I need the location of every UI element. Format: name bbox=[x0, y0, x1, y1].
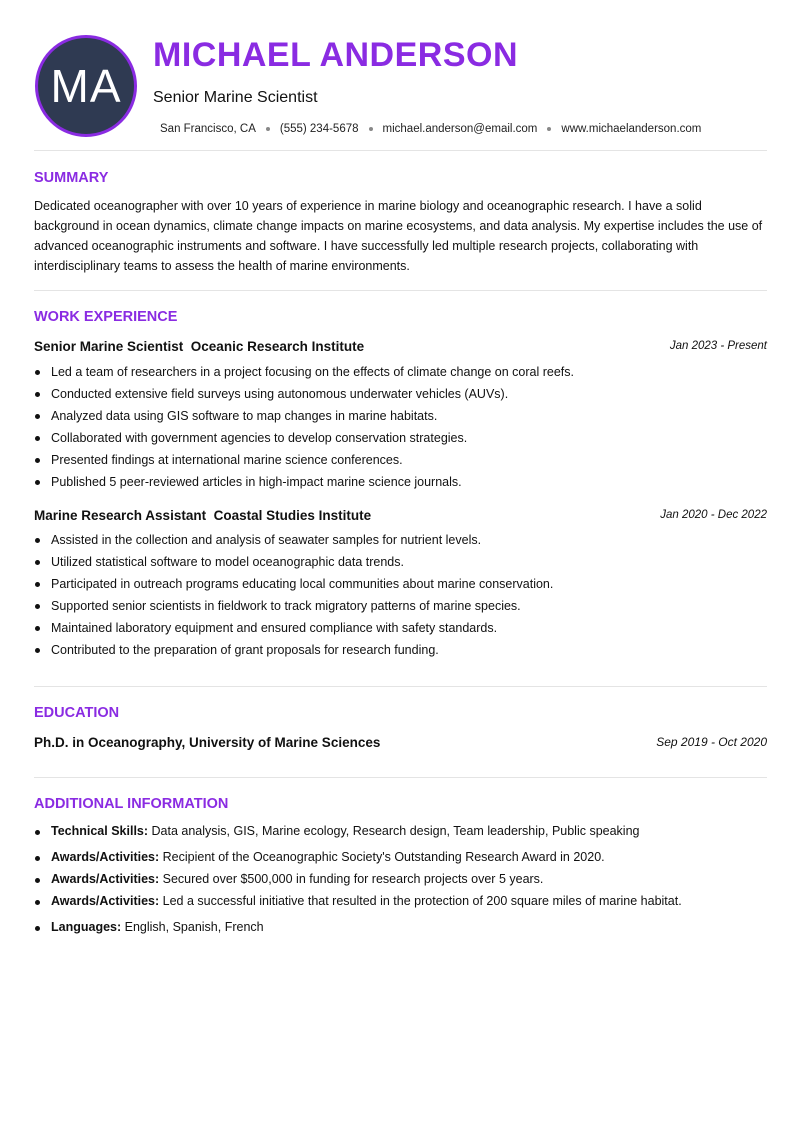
job-bullet-list bbox=[51, 361, 767, 493]
job-role: Marine Research Assistant Coastal Studies Institute bbox=[34, 507, 372, 523]
list-item: Contributed to the preparation of grant proposals for research funding. bbox=[51, 639, 767, 661]
bullet-icon bbox=[35, 856, 40, 861]
contact-location: San Francisco, CA bbox=[160, 123, 256, 135]
avatar bbox=[35, 35, 137, 137]
divider bbox=[34, 290, 767, 291]
bullet-icon bbox=[35, 582, 40, 587]
contact-bar bbox=[160, 120, 770, 138]
bullet-icon bbox=[35, 458, 40, 463]
job-header bbox=[34, 506, 767, 524]
candidate-title: Senior Marine Scientist bbox=[153, 89, 318, 106]
bullet-icon bbox=[35, 878, 40, 883]
divider bbox=[34, 777, 767, 778]
education-entry bbox=[34, 733, 767, 751]
bullet-icon bbox=[35, 900, 40, 905]
contact-website: www.michaelanderson.com bbox=[561, 123, 702, 135]
education-date: Sep 2019 - Oct 2020 bbox=[656, 735, 767, 749]
list-item: Led a team of researchers in a project focusing on the effects of climate change on coral reefs. bbox=[51, 361, 767, 383]
bullet-icon bbox=[35, 926, 40, 931]
job-date: Jan 2023 - Present bbox=[669, 340, 767, 352]
list-item: Conducted extensive field surveys using autonomous underwater vehicles (AUVs). bbox=[51, 383, 767, 405]
bullet-icon bbox=[35, 436, 40, 441]
contact-email: michael.anderson@email.com bbox=[382, 123, 538, 135]
list-item: Assisted in the collection and analysis of seawater samples for nutrient levels. bbox=[51, 529, 767, 551]
work-experience-heading: WORK EXPERIENCE bbox=[34, 309, 178, 325]
bullet-icon bbox=[35, 392, 40, 397]
list-item: Awards/Activities: Secured over $500,000 in funding for research projects over 5 years. bbox=[51, 869, 767, 889]
bullet-icon bbox=[35, 370, 40, 375]
job-date: Jan 2020 - Dec 2022 bbox=[660, 509, 767, 521]
job-role: Senior Marine Scientist Oceanic Research Institute bbox=[34, 338, 365, 354]
list-item: Supported senior scientists in fieldwork to track migratory patterns of marine species. bbox=[51, 595, 767, 617]
list-item: Published 5 peer-reviewed articles in high-impact marine science journals. bbox=[51, 471, 767, 493]
list-item: Technical Skills: Data analysis, GIS, Marine ecology, Research design, Team leadership, Public speaking bbox=[51, 821, 767, 841]
list-item: Collaborated with government agencies to develop conservation strategies. bbox=[51, 427, 767, 449]
bullet-icon bbox=[35, 648, 40, 653]
separator-dot bbox=[369, 127, 373, 131]
candidate-name: MICHAEL ANDERSON bbox=[153, 36, 519, 74]
bullet-icon bbox=[35, 560, 40, 565]
divider bbox=[34, 150, 767, 151]
list-item: Analyzed data using GIS software to map changes in marine habitats. bbox=[51, 405, 767, 427]
bullet-icon bbox=[35, 830, 40, 835]
bullet-icon bbox=[35, 604, 40, 609]
bullet-icon bbox=[35, 538, 40, 543]
list-item: Participated in outreach programs educating local communities about marine conservation. bbox=[51, 573, 767, 595]
list-item: Presented findings at international marine science conferences. bbox=[51, 449, 767, 471]
bullet-icon bbox=[35, 480, 40, 485]
education-degree: Ph.D. in Oceanography, University of Marine Sciences bbox=[34, 734, 381, 750]
summary-text: Dedicated oceanographer with over 10 years of experience in marine biology and oceanographic research. I have a solid background in ocean dynamics, climate change impacts on marine ecosystems, and data analysis. My expertise includes the use of advanced oceanographic instruments and software. I have successfully led multiple research projects, collaborating with interdisciplinary teams to assess the health of marine environments. bbox=[34, 199, 763, 273]
bullet-icon bbox=[35, 626, 40, 631]
education-heading: EDUCATION bbox=[34, 705, 120, 721]
list-item: Awards/Activities: Recipient of the Oceanographic Society's Outstanding Research Award in 2020. bbox=[51, 847, 767, 867]
list-item: Languages: English, Spanish, French bbox=[51, 917, 767, 937]
divider bbox=[34, 686, 767, 687]
additional-info-heading: ADDITIONAL INFORMATION bbox=[34, 796, 229, 812]
list-item: Maintained laboratory equipment and ensured compliance with safety standards. bbox=[51, 617, 767, 639]
list-item: Utilized statistical software to model oceanographic data trends. bbox=[51, 551, 767, 573]
avatar-initials: MA bbox=[50, 60, 122, 112]
contact-phone: (555) 234-5678 bbox=[279, 123, 359, 135]
list-item: Awards/Activities: Led a successful initiative that resulted in the protection of 200 square miles of marine habitat. bbox=[51, 891, 767, 911]
separator-dot bbox=[547, 127, 551, 131]
summary-heading: SUMMARY bbox=[34, 170, 109, 186]
job-header bbox=[34, 337, 767, 355]
bullet-icon bbox=[35, 414, 40, 419]
job-bullet-list bbox=[51, 529, 767, 661]
separator-dot bbox=[266, 127, 270, 131]
